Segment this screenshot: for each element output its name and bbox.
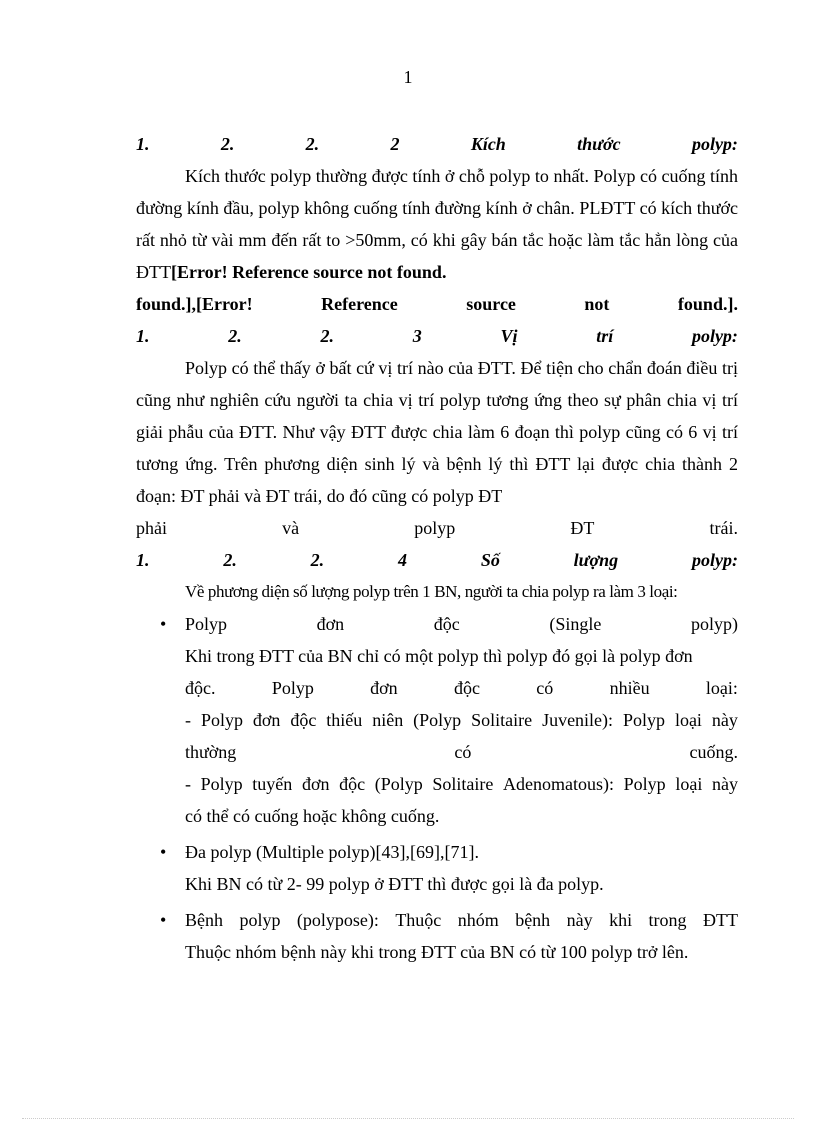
heading-token: Số bbox=[480, 550, 500, 570]
text-token: Adenomatous): bbox=[503, 774, 615, 794]
text-token: khi bbox=[609, 910, 633, 930]
heading-token: 1. bbox=[136, 550, 150, 570]
heading-token: thước bbox=[577, 134, 621, 154]
bullet-text: Khi BN có từ 2- 99 polyp ở ĐTT thì được gọi là đa polyp. bbox=[185, 874, 604, 894]
text-token: Polyp bbox=[622, 710, 665, 730]
text-token: polyp bbox=[414, 518, 456, 538]
paragraph-position-last-line bbox=[136, 512, 738, 544]
heading-token: trí bbox=[596, 326, 614, 346]
heading-token: 2. bbox=[305, 134, 320, 154]
heading-token: 3 bbox=[412, 326, 422, 346]
text-token: nhiều bbox=[609, 678, 650, 698]
heading-token: 1. bbox=[136, 326, 150, 346]
paragraph-size bbox=[136, 160, 738, 288]
text-token: nhóm bbox=[457, 910, 499, 930]
bullet-title bbox=[185, 608, 738, 640]
text-token: đơn bbox=[370, 678, 398, 698]
text-token: độc bbox=[433, 614, 460, 634]
text-token: trong bbox=[648, 910, 687, 930]
section-heading-position bbox=[136, 320, 738, 352]
text-token: trái. bbox=[709, 518, 738, 538]
text-token: - bbox=[185, 774, 191, 794]
heading-token: lượng bbox=[573, 550, 619, 570]
text-token: (Polyp bbox=[374, 774, 423, 794]
text-token: Bệnh bbox=[185, 910, 223, 930]
heading-token: polyp: bbox=[691, 134, 738, 154]
text-token: polyp bbox=[239, 910, 281, 930]
list-item-multiple-polyp bbox=[136, 836, 738, 900]
text-token: đơn bbox=[301, 774, 330, 794]
reference-token: found.],[Error! bbox=[136, 294, 253, 314]
bullet-text: Khi trong ĐTT của BN chỉ có một polyp thì polyp đó gọi là polyp đơn bbox=[185, 646, 693, 666]
text-token: tuyến bbox=[252, 774, 293, 794]
heading-token: polyp: bbox=[691, 550, 738, 570]
bullet-types-line bbox=[185, 672, 738, 704]
bullet-text: Thuộc nhóm bệnh này khi trong ĐTT của BN có từ 100 polyp trở lên. bbox=[185, 942, 689, 962]
text-token: Juvenile): bbox=[542, 710, 614, 730]
text-token: ĐT bbox=[570, 518, 595, 538]
paragraph-text: Kích thước polyp thường được tính ở chỗ polyp to nhất. Polyp có cuống tính đường kính đầu, polyp không cuống tính đường kính ở chân. PLĐTT có kích thước rất nhỏ từ vài mm đến rất to >50mm, có khi gây bán tắc hoặc làm tắc hẳn lòng của ĐTT bbox=[136, 166, 738, 282]
juvenile-line bbox=[185, 704, 738, 736]
heading-token: polyp: bbox=[691, 326, 738, 346]
page-bottom-rule bbox=[22, 1118, 794, 1119]
text-token: có bbox=[536, 678, 554, 698]
text-token: thiếu bbox=[326, 710, 363, 730]
text-token: Polyp bbox=[271, 678, 314, 698]
adenomatous-line bbox=[185, 768, 738, 800]
reference-token: Reference bbox=[321, 294, 398, 314]
heading-token: Vị bbox=[500, 326, 518, 346]
text-token: Polyp bbox=[185, 614, 228, 634]
bullet-icon: • bbox=[160, 842, 167, 862]
text-token: loại: bbox=[705, 678, 738, 698]
text-token: niên bbox=[372, 710, 404, 730]
text-token: Polyp bbox=[623, 774, 666, 794]
text-token: và bbox=[282, 518, 300, 538]
text-token: Solitaire bbox=[471, 710, 533, 730]
reference-token: source bbox=[466, 294, 516, 314]
text-token: Polyp bbox=[200, 710, 243, 730]
reference-line bbox=[136, 288, 738, 320]
text-token: này bbox=[711, 710, 738, 730]
text-token: Thuộc bbox=[395, 910, 442, 930]
heading-token: 2. bbox=[223, 550, 237, 570]
heading-token: 2. bbox=[310, 550, 325, 570]
text-token: thường bbox=[185, 742, 237, 762]
text-token: (Single bbox=[549, 614, 602, 634]
text-token: ĐTT bbox=[702, 910, 738, 930]
text-token: đơn bbox=[252, 710, 281, 730]
section-heading-size bbox=[136, 128, 738, 160]
text-token: (polypose): bbox=[296, 910, 379, 930]
text-token: polyp) bbox=[690, 614, 738, 634]
text-token: này bbox=[566, 910, 593, 930]
text-token: Solitaire bbox=[432, 774, 494, 794]
reference-token: not bbox=[584, 294, 610, 314]
heading-token: Kích bbox=[470, 134, 506, 154]
adenomatous-line-2: có thể có cuống hoặc không cuống. bbox=[185, 806, 440, 826]
bullet-icon: • bbox=[160, 614, 167, 634]
bullet-title: Đa polyp (Multiple polyp)[43],[69],[71]. bbox=[185, 842, 479, 862]
text-token: này bbox=[711, 774, 738, 794]
text-token: phải bbox=[136, 518, 167, 538]
text-token: cuống. bbox=[689, 742, 738, 762]
text-token: độc bbox=[290, 710, 317, 730]
text-token: Polyp bbox=[200, 774, 243, 794]
text-token: - bbox=[185, 710, 191, 730]
list-item-polypose bbox=[136, 904, 738, 968]
text-token: độc bbox=[453, 678, 480, 698]
bullet-icon: • bbox=[160, 910, 167, 930]
paragraph-position: Polyp có thể thấy ở bất cứ vị trí nào của ĐTT. Để tiện cho chẩn đoán điều trị cũng như nghiên cứu người ta chia vị trí polyp tương ứng theo sự phân chia vị trí giải phẫu của ĐTT. Như vậy ĐTT được chia làm 6 đoạn thì polyp cũng có 6 vị trí tương ứng. Trên phương diện sinh lý và bệnh lý thì ĐTT lại được chia thành 2 đoạn: ĐT phải và ĐT trái, do đó cũng có polyp ĐT bbox=[136, 358, 738, 506]
reference-token: found.]. bbox=[677, 294, 738, 314]
reference-error: [Error! Reference source not found. bbox=[171, 262, 447, 282]
bullet-title bbox=[185, 904, 738, 936]
text-token: độc. bbox=[185, 678, 216, 698]
document-body bbox=[136, 128, 738, 968]
heading-token: 4 bbox=[397, 550, 407, 570]
text-token: độc bbox=[339, 774, 366, 794]
heading-token: 2. bbox=[320, 326, 334, 346]
count-intro: Về phương diện số lượng polyp trên 1 BN, người ta chia polyp ra làm 3 loại: bbox=[185, 582, 678, 601]
text-token: có bbox=[454, 742, 472, 762]
heading-token: 2. bbox=[228, 326, 242, 346]
juvenile-line-2 bbox=[185, 736, 738, 768]
list-item-single-polyp bbox=[136, 608, 738, 832]
heading-token: 1. bbox=[136, 134, 150, 154]
heading-token: 2. bbox=[220, 134, 235, 154]
text-token: bệnh bbox=[515, 910, 551, 930]
text-token: (Polyp bbox=[413, 710, 462, 730]
page-number: 1 bbox=[403, 67, 413, 87]
text-token: đơn bbox=[316, 614, 345, 634]
section-heading-count bbox=[136, 544, 738, 576]
text-token: loại bbox=[674, 710, 702, 730]
heading-token: 2 bbox=[390, 134, 400, 154]
text-token: loại bbox=[675, 774, 703, 794]
